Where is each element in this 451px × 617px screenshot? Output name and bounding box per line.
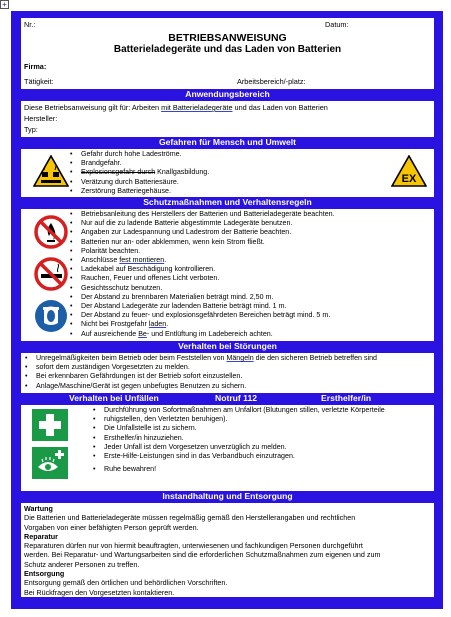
taetigkeit-row [21, 77, 434, 89]
list-item: • Erste-Hilfe-Leistungen sind in das Verbandbuch einzutragen. [92, 452, 430, 461]
corrosive-warning-icon [33, 155, 69, 187]
list-item: • Durchführung von Sofortmaßnahmen am Unfallort (Blutungen stillen, verletzte Körperteile [92, 406, 430, 415]
unfaelle-heading-text: Verhalten bei Unfällen [69, 393, 159, 403]
list-item: • Angaben zur Ladespannung und Ladestrom der Batterie beachten. [69, 228, 431, 237]
list-item-text: Anschlüsse [81, 256, 120, 265]
list-item: • Polarität beachten. [69, 247, 431, 256]
list-item-link: laden [148, 320, 167, 329]
list-item: • Ladekabel auf Beschädigung kontrollieren. [69, 265, 431, 274]
anwendungsbereich-line [24, 102, 431, 113]
ex-label: EX [401, 173, 417, 185]
eye-wash-icon [32, 447, 68, 479]
list-item-link: fest montieren [119, 256, 165, 265]
scope-link: mit Batterieladegeräte [161, 103, 233, 112]
list-item: • Jeder Unfall ist dem Vorgesetzen unverzüglich zu melden. [92, 443, 430, 452]
instandhaltung-section [21, 503, 434, 597]
reparatur-line: werden. Bei Reparatur- und Wartungsarbeiten sind die erforderlichen Schutzmaßnahmen zum eigenen und zum [24, 550, 381, 560]
stoerungen-section [21, 353, 434, 393]
explosive-atmosphere-icon [391, 155, 427, 187]
list-item [69, 320, 431, 329]
list-item [69, 330, 431, 339]
list-item-end: - und Entlüftung im Ladebereich achten. [146, 329, 273, 338]
entsorgung-line: Bei Rückfragen den Vorgesetzten kontaktieren. [24, 587, 175, 597]
list-item-link: Mängeln [226, 354, 254, 362]
gefahren-section [21, 149, 434, 197]
scope-text-c: und das Laden von Batterien [232, 103, 328, 112]
list-item-end: . [164, 256, 167, 265]
list-item-continued: • ruhigstellen, den Verletzten beruhigen). [92, 415, 430, 424]
reparatur-line: Reparaturen dürfen nur von hiermit beauftragten, unterwiesenen und fachkundigen Personen durchgeführt [24, 541, 363, 551]
list-item: • Gesichtsschutz benutzen. [69, 284, 431, 293]
gefahren-heading: Gefahren für Mensch und Umwelt [21, 137, 434, 149]
schutz-list [69, 210, 431, 339]
list-item-continued [24, 363, 429, 372]
stoerungen-heading: Verhalten bei Störungen [21, 341, 434, 353]
arbeitsbereich-label: Arbeitsbereich/-platz: [237, 77, 306, 86]
list-item-text: Nicht bei Frostgefahr [81, 320, 149, 329]
datum-label: Datum: [325, 20, 349, 29]
list-item-text-b: die den sicheren Betrieb betreffen sind [253, 354, 377, 362]
ersthelfer-text: Ersthelfer/in [321, 393, 372, 403]
list-item: • Betriebsanleitung des Herstellers der Batterien und Batterieladegeräte beachten. [69, 210, 431, 219]
nr-label: Nr.: [24, 20, 36, 29]
list-item: • Gefahr durch hohe Ladeströme. [69, 150, 369, 159]
document-title: BETRIEBSANWEISUNG [168, 32, 287, 44]
list-item-text-c: sofort dem zuständigen Vorgesetzten zu melden. [36, 363, 190, 372]
list-item-text: Unregelmäßigkeiten beim Betrieb oder beim Feststellen von [36, 354, 227, 362]
wartung-line: Die Batterien und Batterieladegeräte müssen regelmäßig gemäß den Herstellerangaben und rechtlichen [24, 513, 356, 523]
stoerungen-list [24, 354, 429, 391]
unfaelle-heading [21, 393, 434, 405]
entsorgung-heading: Entsorgung [24, 569, 65, 579]
list-item [24, 354, 429, 363]
header-row [21, 18, 434, 32]
reparatur-heading: Reparatur [24, 531, 58, 541]
schutz-section [21, 209, 434, 341]
anwendungsbereich-heading: Anwendungsbereich [21, 89, 434, 101]
list-item: • Der Abstand Ladegeräte zur ladenden Batterie beträgt mind. 1 m. [69, 302, 431, 311]
list-item: • Batterien nur an- oder abklemmen, wenn kein Strom fließt. [69, 238, 431, 247]
document-sheet [21, 18, 434, 597]
wartung-heading: Wartung [24, 504, 53, 513]
list-item-link: Be [138, 329, 147, 338]
list-item: • Zerstörung Batteriegehäuse. [69, 187, 369, 196]
list-item-end: . [166, 320, 169, 329]
taetigkeit-label: Tätigkeit: [24, 77, 54, 86]
list-item-text: Auf ausreichende [81, 329, 139, 338]
unfaelle-section [21, 405, 434, 491]
list-item: • Die Unfallstelle ist zu sichern. [92, 424, 430, 433]
entsorgung-line: Entsorgung gemäß den örtlichen und behördlichen Vorschriften. [24, 578, 228, 588]
hersteller-label: Hersteller: [24, 114, 58, 123]
instandhaltung-heading: Instandhaltung und Entsorgung [21, 491, 434, 503]
anwendungsbereich-section [21, 101, 434, 137]
gefahren-list [69, 150, 369, 196]
no-smoking-icon [34, 257, 68, 291]
list-item: • Ersthelfer/in hinzuziehen. [92, 434, 430, 443]
unfaelle-list [92, 406, 430, 474]
list-item: • Brandgefahr. [69, 159, 369, 168]
document-subtitle: Batterieladegeräte und das Laden von Batterien [113, 44, 342, 55]
list-item: • Der Abstand zu feuer- und explosionsgefährdeten Bereichen beträgt mind. 5 m. [69, 311, 431, 320]
list-item: • Bei erkennbaren Gefährdungen ist der Betrieb sofort einzustellen. [24, 372, 429, 381]
list-item: • Ruhe bewahren! [92, 465, 430, 474]
face-shield-required-icon [34, 299, 68, 333]
reparatur-line: Schutz anderer Personen zu treffen. [24, 559, 140, 569]
wartung-line: Vorgaben von einer befähigten Person geprüft werden. [24, 522, 199, 532]
typ-label: Typ: [24, 125, 38, 134]
struck-text: Explosionsgefahr durch [81, 168, 156, 177]
list-item: • Anlage/Maschine/Gerät ist gegen unbefugtes Benutzen zu sichern. [24, 382, 429, 391]
table-move-handle[interactable]: + [0, 0, 9, 9]
list-item-text: Knallgasbildung. [157, 168, 210, 177]
list-item [69, 168, 369, 177]
firma-label: Firma: [24, 62, 47, 71]
list-item: • Verätzung durch Batteriesäure. [69, 178, 369, 187]
document-frame [11, 11, 443, 609]
list-item: • Nur auf die zu ladende Batterie abgestimmte Ladegeräte benutzen. [69, 219, 431, 228]
first-aid-icon [32, 409, 68, 441]
list-item [69, 256, 431, 265]
list-item: • Der Abstand zu brennbaren Materialien beträgt mind. 2,50 m. [69, 293, 431, 302]
schutz-heading: Schutzmaßnahmen und Verhaltensregeln [21, 197, 434, 209]
notruf-text: Notruf 112 [215, 393, 258, 403]
no-open-flame-icon [34, 215, 68, 249]
list-item: • Rauchen, Feuer und offenes Licht verboten. [69, 274, 431, 283]
scope-text-a: Diese Betriebsanweisung gilt für: Arbeiten [24, 103, 162, 112]
